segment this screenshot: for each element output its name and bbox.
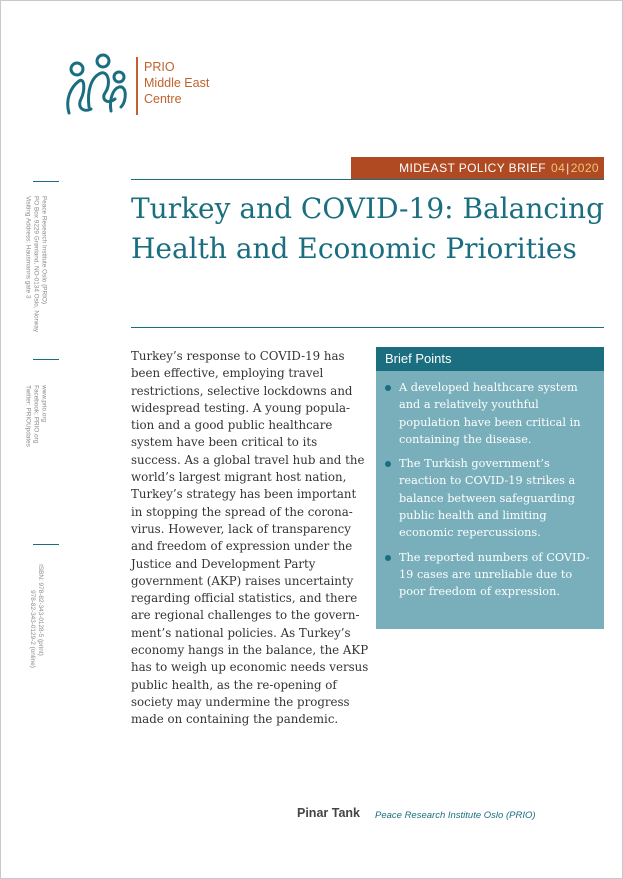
- page-title: Turkey and COVID-19: Balancing Health and Economic Priorities: [131, 192, 605, 265]
- sidebar-divider: [33, 544, 59, 545]
- brief-point-text: The reported numbers of COVID-19 cases are unreliable due to poor freedom of expression.: [399, 550, 590, 599]
- web-line: Twitter: PRIOUpdates: [25, 385, 33, 447]
- bullet-icon: [385, 555, 391, 561]
- author-affiliation: Peace Research Institute Oslo (PRIO): [375, 810, 536, 821]
- sidebar-isbn: [11, 551, 61, 681]
- web-line: www.prio.org: [40, 385, 48, 423]
- abstract-text: Turkey’s response to COVID-19 has been effective, employing travel restrictions, selective lockdowns and widespread testing. A young population and a good public healthcare system have been critical to its success. As a global travel hub and the world’s largest migrant host nation, Turkey’s strategy has been important in stopping the spread of the coronavirus. However, lack of transparency and freedom of expression under the Justice and Development Party government (AKP) raises uncertainty regarding official statistics, and there are regional challenges to the government’s national policies. As Turkey’s economy hangs in the balance, the AKP has to weigh up economic needs versus public health, as the re-opening of society may undermine the progress made on containing the pandemic.: [131, 349, 369, 727]
- series-band: [351, 157, 604, 179]
- brief-point-text: The Turkish government’s reaction to COVID-19 strikes a balance between safeguarding public health and limiting economic repercussions.: [399, 457, 576, 540]
- logo-divider: [136, 57, 138, 115]
- title-rule: [131, 327, 604, 328]
- isbn-line: ISBN: 978-82-343-0128-5 (print): [36, 564, 44, 656]
- author-name: Pinar Tank: [297, 806, 360, 820]
- series-issue: 04: [551, 161, 566, 175]
- centre-name: [144, 59, 209, 107]
- brief-points-heading: Brief Points: [376, 347, 604, 371]
- prio-figures-logo-icon: [61, 51, 131, 121]
- brief-point-text: A developed healthcare system and a relatively youthful population have been critical in containing the disease.: [399, 381, 581, 446]
- bullet-icon: [385, 385, 391, 391]
- brief-points-box: [376, 347, 604, 629]
- isbn-line: 978-82-343-0129-2 (online): [29, 590, 36, 668]
- series-separator: |: [566, 161, 570, 175]
- series-name: MIDEAST POLICY BRIEF: [399, 161, 547, 175]
- sidebar-divider: [33, 181, 59, 182]
- centre-name-line: Centre: [144, 92, 182, 106]
- centre-name-line: PRIO: [144, 60, 175, 74]
- header-rule: [131, 179, 604, 180]
- address-line: Visiting Address: Hausmanns gate 3: [25, 195, 33, 299]
- list-item: [399, 549, 594, 601]
- bullet-icon: [385, 461, 391, 467]
- series-year: 2020: [570, 161, 599, 175]
- centre-name-line: Middle East: [144, 76, 210, 90]
- list-item: [399, 379, 594, 448]
- list-item: [399, 455, 594, 541]
- sidebar-divider: [33, 359, 59, 360]
- web-line: Facebook: PRIO.org: [32, 385, 40, 444]
- address-line: PO Box 9229 Grønland, NO-0134 Oslo, Norway: [32, 195, 40, 333]
- sidebar-address: [11, 184, 61, 344]
- sidebar-web: [11, 366, 61, 466]
- brief-points-list: [376, 371, 604, 601]
- address-line: Peace Research Institute Oslo (PRIO): [40, 195, 48, 304]
